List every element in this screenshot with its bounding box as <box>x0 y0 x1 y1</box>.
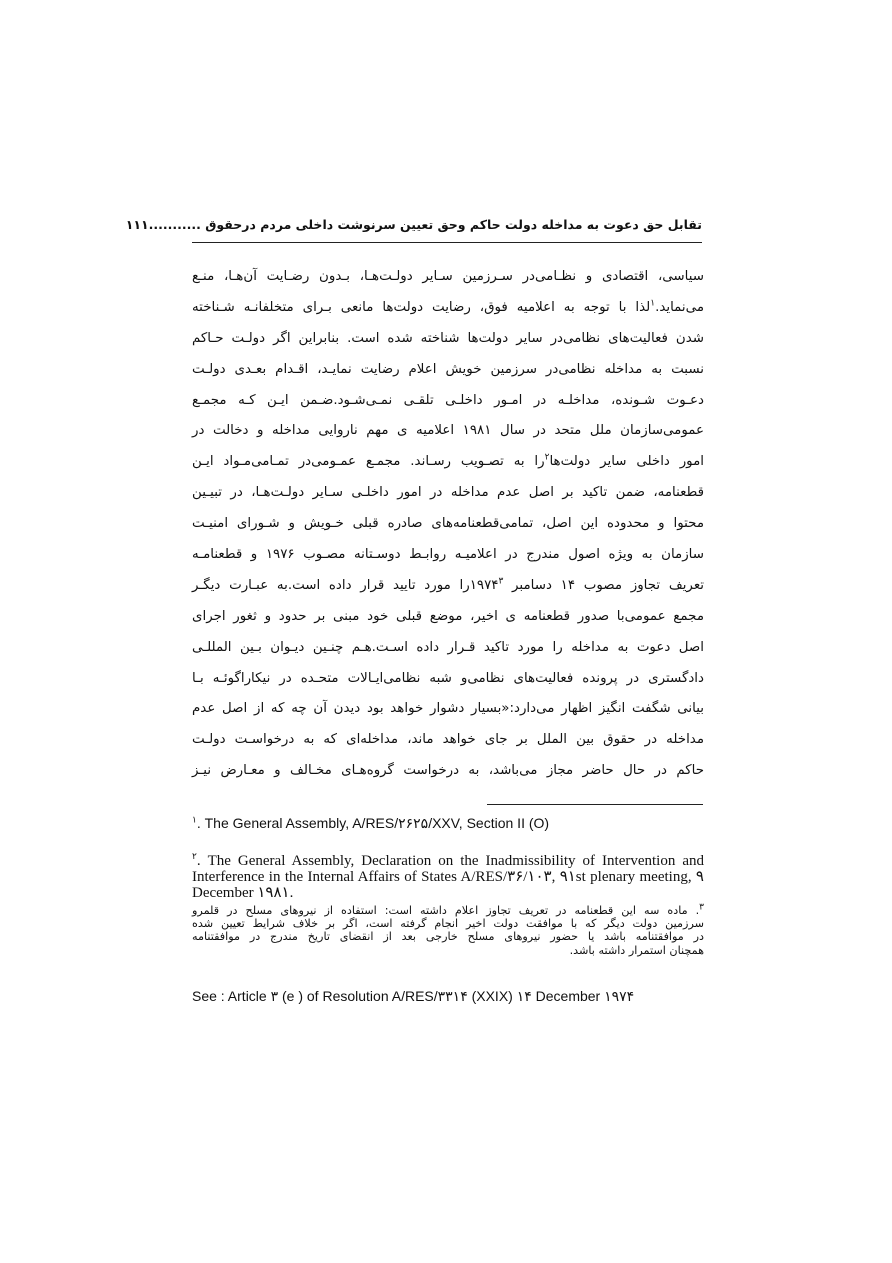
body-line-6: عمومی‌سازمان ملل متحد در سال ۱۹۸۱ اعلامیه ی مهم ناروایی مداخله و دخالت در <box>192 423 704 439</box>
footnote-3-line-4: همچنان استمرار داشته باشد. <box>569 943 704 957</box>
footnote-ref-1[interactable]: ۱ <box>650 298 656 309</box>
footnote-marker-2: ۲ <box>192 851 197 861</box>
footnote-marker-3: ۳ <box>699 902 704 913</box>
footnote-separator <box>487 804 703 805</box>
footnote-3-line-2: سرزمین دولت دیگر که با موافقت دولت اخیر انجام گرفته است، اگر بر خلاف شرایط تعیین شده <box>192 917 704 931</box>
running-header <box>125 210 702 243</box>
footnote-3-reference: See : Article ۳ (e ) of Resolution A/RES/۳۳۱۴ (XXIX) ۱۴ December ۱۹۷۴ <box>192 988 635 1004</box>
body-line-10: سازمان به ویژه اصول مندرج در اعلامیـه روابـط دوسـتانه مصـوب ۱۹۷۶ و قطعنامـه <box>192 547 704 563</box>
body-line-11: تعریف تجاوز مصوب ۱۴ دسامبر ۱۹۷۴$^۳$را مورد تایید قرار داده است.به عبـارت دیگـر <box>192 576 705 593</box>
footnote-3-line-3: در موافقتنامه باشد یا حضور نیروهای مسلح خارجی بعد از انقضای تاریخ مندرج در موافقتنامه <box>192 930 704 944</box>
footnote-3-line-1: $^۳$. ماده سه این قطعنامه در تعریف تجاوز اعلام داشته است: استفاده از نیروهای مسلح در قلمرو <box>192 902 704 917</box>
page-number: ۱۱۱ <box>125 217 149 232</box>
body-text <box>192 262 704 787</box>
body-line-16: مداخله در حقوق بین الملل بر جای خواهد ماند، مداخله‌ای که به درخواسـت دولـت <box>192 732 704 748</box>
body-line-8: قطعنامه، ضمن تاکید بر اصل عدم مداخله در امور داخلـی سـایر دولـت‌هـا، در تبیـین <box>192 485 704 501</box>
footnote-marker-1: ۱ <box>192 814 197 825</box>
body-line-2: می‌نماید.$^۱$لذا با توجه به اعلامیه فوق، رضایت دولت‌ها مانعی بـرای متخلفانـه شـناخته <box>192 298 704 315</box>
body-line-17: حاکم در حال حاضر مجاز می‌باشد، به درخواست گروه‌هـای مخـالف و معـارض نیـز <box>192 763 704 779</box>
body-line-3: شدن فعالیت‌های نظامی‌در سایر دولت‌ها شناخته شده است. بنابراین اگر دولـت حـاکم <box>192 330 704 346</box>
footnote-ref-2[interactable]: ۲ <box>544 452 550 463</box>
footnote-1: $^۱$. The General Assembly, A/RES/۲۶۲۵/XXV, Section II (O) <box>192 814 550 831</box>
body-line-7: امور داخلی سایر دولت‌ها$^۲$را به تصـویب رسـاند. مجمـع عمـومی‌در تمـامی‌مـواد ایـن <box>192 452 704 470</box>
body-line-15: بیانی شگفت انگیز اظهار می‌دارد:«بسیار دشوار خواهد بود دیدن آن چه که از اصل عدم <box>192 701 704 717</box>
body-line-9: محتوا و محدوده این اصل، تمامی‌قطعنامه‌های صادره قبلی خـویش و شـورای امنیـت <box>192 516 704 532</box>
body-line-4: نسبت به مداخله نظامی‌در سرزمین خویش اعلام رضایت نمایـد، اقـدام بعـدی دولـت <box>192 361 704 377</box>
running-title: تقابل حق دعوت به مداخله دولت حاکم وحق تعیین سرنوشت داخلی مردم درحقوق ........... <box>148 217 702 232</box>
body-line-1: سیاسی، اقتصادی و نظـامی‌در سـرزمین سـایر دولـت‌هـا، بـدون رضـایت آن‌هـا، منـع <box>192 269 704 284</box>
body-line-14: دادگستری در پرونده فعالیت‌های نظامی‌و شبه نظامی‌ایـالات متحـده در نیکاراگوئـه بـا <box>192 670 704 686</box>
footnote-ref-3[interactable]: ۳ <box>498 576 504 587</box>
body-line-13: اصل دعوت به مداخله را مورد تاکید قـرار داده اسـت.هـم چنـین دیـوان بـین المللـی <box>192 639 704 655</box>
body-line-5: دعـوت شـونده، مداخلـه در امـور داخلـی تلقـی نمـی‌شـود.ضـمن ایـن کـه مجمـع <box>192 392 704 408</box>
body-line-12: مجمع عمومی‌با صدور قطعنامه ی اخیر، موضع قبلی خود مبنی بر حدود و ثغور اجرای <box>192 608 704 624</box>
footnote-3 <box>192 904 704 957</box>
footnote-2: $^۲$. The General Assembly, Declaration on the Inadmissibility of Intervention and Interference in the Internal Affairs of States A/RES/۳۶/۱۰۳, ۹۱st plenary meeting, ۹ December ۱۹۸۱. <box>192 851 704 901</box>
